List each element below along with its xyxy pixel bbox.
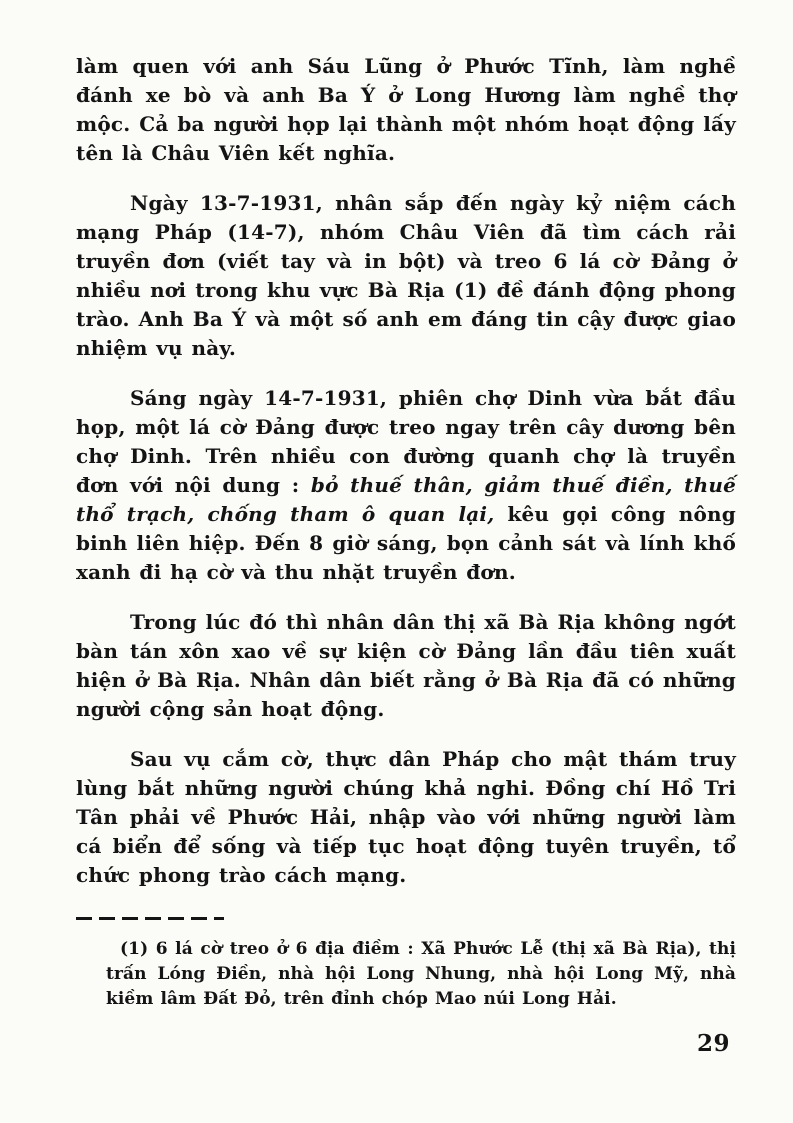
page-number: 29: [697, 1030, 731, 1057]
text-block: [76, 52, 736, 1029]
paragraph-5: Sau vụ cắm cờ, thực dân Pháp cho mật thám truy lùng bắt những người chúng khả nghi. Đồng chí Hồ Tri Tân phải về Phước Hải, nhập vào với những người làm cá biển để sống và tiếp tục hoạt động tuyên truyền, tổ chức phong trào cách mạng.: [76, 747, 736, 887]
paragraph-3: [76, 384, 736, 587]
footnote-separator-rule: [76, 917, 224, 920]
footnote-1: (1) 6 lá cờ treo ở 6 địa điềm : Xã Phước Lễ (thị xã Bà Rịa), thị trấn Lóng Điền, nhà hội Long Nhung, nhà hội Long Mỹ, nhà kiềm lâm Đất Đỏ, trên đỉnh chóp Mao núi Long Hải.: [106, 939, 736, 1009]
paragraph-1: làm quen với anh Sáu Lũng ở Phước Tĩnh, làm nghề đánh xe bò và anh Ba Ý ở Long Hương làm nghề thợ mộc. Cả ba người họp lại thành một nhóm hoạt động lấy tên là Châu Viên kết nghĩa.: [76, 54, 736, 165]
paragraph-3-normal-tail: kêu gọi công nông binh liên hiệp. Đến 8 giờ sáng, bọn cảnh sát và lính khố xanh đi hạ cờ và thu nhặt truyền đơn.: [76, 502, 736, 584]
paragraph-4: Trong lúc đó thì nhân dân thị xã Bà Rịa không ngớt bàn tán xôn xao về sự kiện cờ Đảng lần đầu tiên xuất hiện ở Bà Rịa. Nhân dân biết rằng ở Bà Rịa đã có những người cộng sản hoạt động.: [76, 610, 736, 721]
paragraph-2: Ngày 13-7-1931, nhân sắp đến ngày kỷ niệm cách mạng Pháp (14-7), nhóm Châu Viên đã tìm cách rải truyền đơn (viết tay và in bột) và treo 6 lá cờ Đảng ở nhiều nơi trong khu vực Bà Rịa (1) đề đánh động phong trào. Anh Ba Ý và một số anh em đáng tin cậy được giao nhiệm vụ này.: [76, 191, 736, 360]
paragraph-3-normal-lead: Sáng ngày 14-7-1931, phiên chợ Dinh vừa bắt đầu họp, một lá cờ Đảng được treo ngay trên cây dương bên chợ Dinh. Trên nhiều con đường quanh chợ là truyền đơn với nội dung :: [76, 386, 736, 497]
paragraph-3-italic-slogan: bỏ thuế thân, giảm thuế điền, thuế thổ trạch, chống tham ô quan lại,: [76, 473, 737, 526]
